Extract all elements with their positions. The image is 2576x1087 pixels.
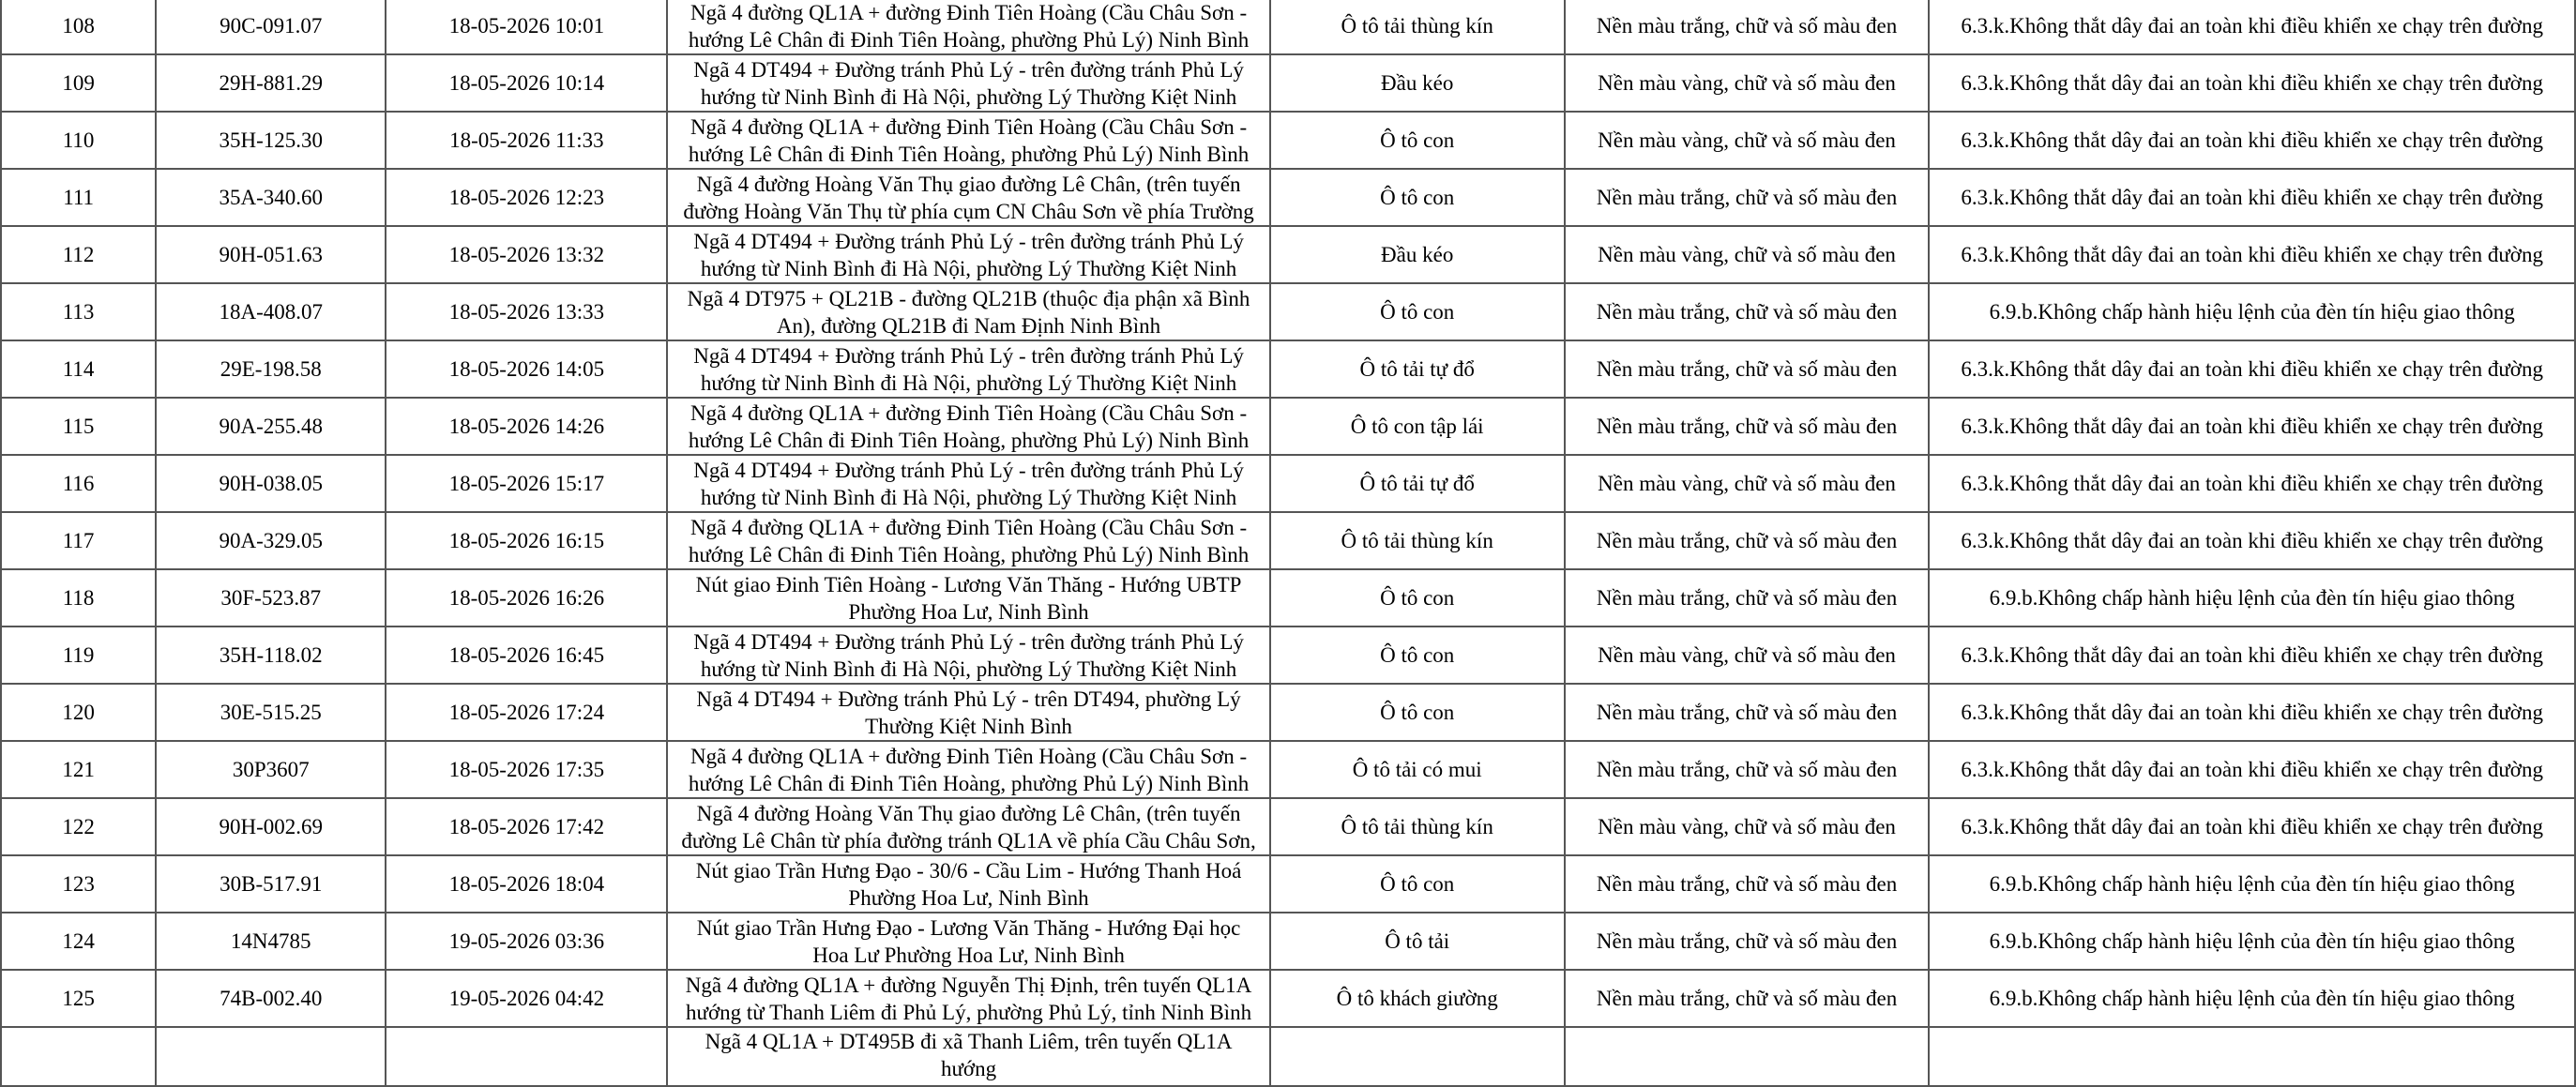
table-row (1, 913, 2575, 970)
plate-cell[interactable]: 90H-051.63 (156, 226, 386, 283)
vehicle-cell[interactable]: Ô tô tải thùng kín (1270, 798, 1565, 855)
location-cell[interactable] (667, 569, 1269, 627)
vehicle-cell[interactable]: Ô tô tải (1270, 913, 1565, 970)
plate-color-cell[interactable]: Nền màu trắng, chữ và số màu đen (1565, 855, 1930, 913)
time-cell[interactable]: 18-05-2026 15:17 (386, 455, 667, 512)
vehicle-cell[interactable]: Đầu kéo (1270, 226, 1565, 283)
vehicle-cell[interactable]: Ô tô tải thùng kín (1270, 512, 1565, 569)
table-row-partial (1, 1027, 2575, 1086)
location-cell[interactable] (667, 512, 1269, 569)
time-cell[interactable]: 18-05-2026 18:04 (386, 855, 667, 913)
location-cell[interactable] (667, 0, 1269, 54)
vehicle-cell[interactable]: Đầu kéo (1270, 54, 1565, 112)
table-row (1, 398, 2575, 455)
location-text: Ngã 4 đường QL1A + đường Nguyễn Thị Định, trên tuyến QL1A hướng từ Thanh Liêm đi Phủ Lý, phường Phủ Lý, tỉnh Ninh Bình (685, 973, 1252, 1024)
table-row (1, 627, 2575, 684)
table-row (1, 741, 2575, 798)
table-row (1, 455, 2575, 512)
plate-cell[interactable]: 30E-515.25 (156, 684, 386, 741)
location-text: Ngã 4 DT494 + Đường tránh Phủ Lý - trên đường tránh Phủ Lý hướng từ Ninh Bình đi Hà Nội, phường Lý Thường Kiệt Ninh (693, 458, 1244, 509)
violation-cell[interactable]: 6.3.k.Không thắt dây đai an toàn khi điều khiển xe chạy trên đường (1929, 684, 2575, 741)
time-cell[interactable]: 19-05-2026 04:42 (386, 970, 667, 1027)
stt-cell[interactable]: 115 (1, 398, 156, 455)
stt-cell[interactable]: 125 (1, 970, 156, 1027)
plate-cell[interactable]: 35A-340.60 (156, 169, 386, 226)
time-cell[interactable]: 18-05-2026 10:01 (386, 0, 667, 54)
plate-cell[interactable]: 90C-091.07 (156, 0, 386, 54)
plate-color-cell[interactable]: Nền màu trắng, chữ và số màu đen (1565, 569, 1930, 627)
location-text: Ngã 4 đường QL1A + đường Đinh Tiên Hoàng (Cầu Châu Sơn - hướng Lê Chân đi Đinh Tiên Hoàng, phường Phủ Lý) Ninh Bình (688, 400, 1250, 452)
stt-cell[interactable]: 116 (1, 455, 156, 512)
plate-cell[interactable]: 35H-118.02 (156, 627, 386, 684)
violation-cell[interactable]: 6.9.b.Không chấp hành hiệu lệnh của đèn tín hiệu giao thông (1929, 569, 2575, 627)
time-cell[interactable]: 18-05-2026 16:26 (386, 569, 667, 627)
plate-color-cell[interactable]: Nền màu vàng, chữ và số màu đen (1565, 627, 1930, 684)
location-text: Ngã 4 DT494 + Đường tránh Phủ Lý - trên đường tránh Phủ Lý hướng từ Ninh Bình đi Hà Nội, phường Lý Thường Kiệt Ninh (693, 57, 1244, 109)
location-cell[interactable] (667, 169, 1269, 226)
location-text: Nút giao Trần Hưng Đạo - 30/6 - Cầu Lim - Hướng Thanh Hoá Phường Hoa Lư, Ninh Bình (695, 858, 1242, 910)
stt-cell[interactable]: 110 (1, 112, 156, 169)
location-text: Nút giao Trần Hưng Đạo - Lương Văn Thăng - Hướng Đại học Hoa Lư Phường Hoa Lư, Ninh Bình (696, 915, 1241, 967)
vehicle-cell[interactable] (1270, 1027, 1565, 1086)
location-text: Ngã 4 đường QL1A + đường Đinh Tiên Hoàng (Cầu Châu Sơn - hướng Lê Chân đi Đinh Tiên Hoàng, phường Phủ Lý) Ninh Bình (688, 114, 1250, 166)
table-row (1, 512, 2575, 569)
location-cell[interactable] (667, 340, 1269, 398)
location-text: Ngã 4 DT494 + Đường tránh Phủ Lý - trên đường tránh Phủ Lý hướng từ Ninh Bình đi Hà Nội, phường Lý Thường Kiệt Ninh (693, 629, 1244, 681)
location-cell[interactable] (667, 112, 1269, 169)
table-row (1, 54, 2575, 112)
table-row (1, 226, 2575, 283)
stt-cell[interactable]: 121 (1, 741, 156, 798)
stt-cell[interactable]: 108 (1, 0, 156, 54)
plate-color-cell[interactable]: Nền màu trắng, chữ và số màu đen (1565, 340, 1930, 398)
location-text: Ngã 4 đường QL1A + đường Đinh Tiên Hoàng (Cầu Châu Sơn - hướng Lê Chân đi Đinh Tiên Hoàng, phường Phủ Lý) Ninh Bình (688, 0, 1250, 52)
time-cell[interactable]: 18-05-2026 11:33 (386, 112, 667, 169)
plate-color-cell[interactable]: Nền màu vàng, chữ và số màu đen (1565, 112, 1930, 169)
plate-color-cell[interactable]: Nền màu vàng, chữ và số màu đen (1565, 455, 1930, 512)
vehicle-cell[interactable]: Ô tô con (1270, 855, 1565, 913)
violation-cell[interactable]: 6.3.k.Không thắt dây đai an toàn khi điều khiển xe chạy trên đường (1929, 169, 2575, 226)
location-text: Ngã 4 DT975 + QL21B - đường QL21B (thuộc địa phận xã Bình An), đường QL21B đi Nam Định Ninh Bình (687, 286, 1250, 338)
location-text: Nút giao Đinh Tiên Hoàng - Lương Văn Thăng - Hướng UBTP Phường Hoa Lư, Ninh Bình (695, 572, 1242, 624)
location-cell[interactable] (667, 627, 1269, 684)
vehicle-cell[interactable]: Ô tô con (1270, 627, 1565, 684)
violation-cell[interactable]: 6.3.k.Không thắt dây đai an toàn khi điều khiển xe chạy trên đường (1929, 340, 2575, 398)
time-cell[interactable]: 19-05-2026 03:36 (386, 913, 667, 970)
violation-cell[interactable] (1929, 1027, 2575, 1086)
stt-cell[interactable]: 120 (1, 684, 156, 741)
plate-color-cell[interactable]: Nền màu trắng, chữ và số màu đen (1565, 512, 1930, 569)
time-cell[interactable]: 18-05-2026 14:26 (386, 398, 667, 455)
location-text: Ngã 4 đường QL1A + đường Đinh Tiên Hoàng (Cầu Châu Sơn - hướng Lê Chân đi Đinh Tiên Hoàng, phường Phủ Lý) Ninh Bình (688, 744, 1250, 795)
violation-cell[interactable]: 6.3.k.Không thắt dây đai an toàn khi điều khiển xe chạy trên đường (1929, 512, 2575, 569)
plate-color-cell[interactable]: Nền màu trắng, chữ và số màu đen (1565, 283, 1930, 340)
plate-cell[interactable]: 14N4785 (156, 913, 386, 970)
vehicle-cell[interactable]: Ô tô con (1270, 283, 1565, 340)
plate-color-cell[interactable]: Nền màu trắng, chữ và số màu đen (1565, 970, 1930, 1027)
location-cell[interactable] (667, 398, 1269, 455)
vehicle-cell[interactable]: Ô tô con (1270, 112, 1565, 169)
stt-cell[interactable]: 111 (1, 169, 156, 226)
stt-cell[interactable]: 117 (1, 512, 156, 569)
plate-color-cell[interactable]: Nền màu vàng, chữ và số màu đen (1565, 798, 1930, 855)
plate-color-cell[interactable]: Nền màu trắng, chữ và số màu đen (1565, 398, 1930, 455)
table-row (1, 112, 2575, 169)
table-row (1, 798, 2575, 855)
stt-cell[interactable]: 119 (1, 627, 156, 684)
location-cell[interactable] (667, 283, 1269, 340)
plate-cell[interactable]: 30B-517.91 (156, 855, 386, 913)
stt-cell[interactable]: 123 (1, 855, 156, 913)
location-cell[interactable] (667, 741, 1269, 798)
vehicle-cell[interactable]: Ô tô tải tự đổ (1270, 455, 1565, 512)
violation-cell[interactable]: 6.3.k.Không thắt dây đai an toàn khi điều khiển xe chạy trên đường (1929, 398, 2575, 455)
plate-color-cell[interactable]: Nền màu trắng, chữ và số màu đen (1565, 913, 1930, 970)
time-cell[interactable]: 18-05-2026 16:45 (386, 627, 667, 684)
plate-color-cell[interactable]: Nền màu vàng, chữ và số màu đen (1565, 226, 1930, 283)
stt-cell[interactable]: 109 (1, 54, 156, 112)
vehicle-cell[interactable]: Ô tô con (1270, 684, 1565, 741)
time-cell[interactable]: 18-05-2026 10:14 (386, 54, 667, 112)
vehicle-cell[interactable]: Ô tô con (1270, 169, 1565, 226)
time-cell[interactable]: 18-05-2026 17:35 (386, 741, 667, 798)
table-row (1, 0, 2575, 54)
location-text: Ngã 4 DT494 + Đường tránh Phủ Lý - trên DT494, phường Lý Thường Kiệt Ninh Bình (696, 687, 1241, 738)
plate-cell[interactable]: 29H-881.29 (156, 54, 386, 112)
table-row (1, 283, 2575, 340)
location-cell[interactable]: Ngã 4 QL1A + DT495B đi xã Thanh Liêm, trên tuyến QL1A hướng (667, 1027, 1269, 1086)
time-cell[interactable]: 18-05-2026 17:42 (386, 798, 667, 855)
table-body (1, 0, 2575, 1086)
violation-cell[interactable]: 6.3.k.Không thắt dây đai an toàn khi điều khiển xe chạy trên đường (1929, 54, 2575, 112)
time-cell[interactable] (386, 1027, 667, 1086)
vehicle-cell[interactable]: Ô tô con tập lái (1270, 398, 1565, 455)
plate-cell[interactable]: 74B-002.40 (156, 970, 386, 1027)
plate-cell[interactable]: 30F-523.87 (156, 569, 386, 627)
stt-cell[interactable]: 124 (1, 913, 156, 970)
table-row (1, 970, 2575, 1027)
time-cell[interactable]: 18-05-2026 14:05 (386, 340, 667, 398)
violation-cell[interactable]: 6.9.b.Không chấp hành hiệu lệnh của đèn tín hiệu giao thông (1929, 855, 2575, 913)
location-cell[interactable] (667, 970, 1269, 1027)
location-cell[interactable] (667, 54, 1269, 112)
location-cell[interactable] (667, 855, 1269, 913)
plate-color-cell[interactable]: Nền màu trắng, chữ và số màu đen (1565, 684, 1930, 741)
plate-cell[interactable]: 29E-198.58 (156, 340, 386, 398)
table-row (1, 569, 2575, 627)
violation-cell[interactable]: 6.3.k.Không thắt dây đai an toàn khi điều khiển xe chạy trên đường (1929, 798, 2575, 855)
location-cell[interactable] (667, 913, 1269, 970)
plate-color-cell[interactable]: Nền màu trắng, chữ và số màu đen (1565, 169, 1930, 226)
plate-color-cell[interactable]: Nền màu vàng, chữ và số màu đen (1565, 54, 1930, 112)
plate-cell[interactable]: 90H-038.05 (156, 455, 386, 512)
time-cell[interactable]: 18-05-2026 13:32 (386, 226, 667, 283)
location-cell[interactable] (667, 798, 1269, 855)
violation-cell[interactable]: 6.3.k.Không thắt dây đai an toàn khi điều khiển xe chạy trên đường (1929, 627, 2575, 684)
vehicle-cell[interactable]: Ô tô tải thùng kín (1270, 0, 1565, 54)
location-text: Ngã 4 DT494 + Đường tránh Phủ Lý - trên đường tránh Phủ Lý hướng từ Ninh Bình đi Hà Nội, phường Lý Thường Kiệt Ninh (693, 229, 1244, 280)
vehicle-cell[interactable]: Ô tô tải tự đổ (1270, 340, 1565, 398)
time-cell[interactable]: 18-05-2026 16:15 (386, 512, 667, 569)
plate-cell[interactable]: 90A-329.05 (156, 512, 386, 569)
location-text: Ngã 4 đường QL1A + đường Đinh Tiên Hoàng (Cầu Châu Sơn - hướng Lê Chân đi Đinh Tiên Hoàng, phường Phủ Lý) Ninh Bình (688, 515, 1250, 566)
violation-cell[interactable]: 6.9.b.Không chấp hành hiệu lệnh của đèn tín hiệu giao thông (1929, 913, 2575, 970)
vehicle-cell[interactable]: Ô tô tải có mui (1270, 741, 1565, 798)
stt-cell[interactable]: 112 (1, 226, 156, 283)
violation-cell[interactable]: 6.3.k.Không thắt dây đai an toàn khi điều khiển xe chạy trên đường (1929, 455, 2575, 512)
violation-cell[interactable]: 6.3.k.Không thắt dây đai an toàn khi điều khiển xe chạy trên đường (1929, 741, 2575, 798)
stt-cell[interactable]: 113 (1, 283, 156, 340)
plate-cell[interactable]: 18A-408.07 (156, 283, 386, 340)
table-row (1, 684, 2575, 741)
plate-cell[interactable]: 35H-125.30 (156, 112, 386, 169)
location-text: Ngã 4 DT494 + Đường tránh Phủ Lý - trên đường tránh Phủ Lý hướng từ Ninh Bình đi Hà Nội, phường Lý Thường Kiệt Ninh (693, 343, 1244, 395)
stt-cell[interactable] (1, 1027, 156, 1086)
plate-color-cell[interactable] (1565, 1027, 1930, 1086)
vehicle-cell[interactable]: Ô tô con (1270, 569, 1565, 627)
time-cell[interactable]: 18-05-2026 12:23 (386, 169, 667, 226)
stt-cell[interactable]: 118 (1, 569, 156, 627)
plate-cell[interactable]: 90H-002.69 (156, 798, 386, 855)
stt-cell[interactable]: 122 (1, 798, 156, 855)
plate-color-cell[interactable]: Nền màu trắng, chữ và số màu đen (1565, 0, 1930, 54)
plate-cell[interactable]: 30P3607 (156, 741, 386, 798)
vehicle-cell[interactable]: Ô tô khách giường (1270, 970, 1565, 1027)
location-cell[interactable] (667, 455, 1269, 512)
table-row (1, 855, 2575, 913)
plate-color-cell[interactable]: Nền màu trắng, chữ và số màu đen (1565, 741, 1930, 798)
time-cell[interactable]: 18-05-2026 17:24 (386, 684, 667, 741)
violation-cell[interactable]: 6.3.k.Không thắt dây đai an toàn khi điều khiển xe chạy trên đường (1929, 112, 2575, 169)
plate-cell[interactable]: 90A-255.48 (156, 398, 386, 455)
violation-cell[interactable]: 6.9.b.Không chấp hành hiệu lệnh của đèn tín hiệu giao thông (1929, 970, 2575, 1027)
location-text: Ngã 4 đường Hoàng Văn Thụ giao đường Lê Chân, (trên tuyến đường Lê Chân từ phía đường tránh QL1A về phía Cầu Châu Sơn, (681, 801, 1256, 853)
table-row (1, 169, 2575, 226)
table-row (1, 340, 2575, 398)
location-text: Ngã 4 đường Hoàng Văn Thụ giao đường Lê Chân, (trên tuyến đường Hoàng Văn Thụ từ phía cụm CN Châu Sơn về phía Trường (683, 172, 1254, 223)
violation-cell[interactable]: 6.3.k.Không thắt dây đai an toàn khi điều khiển xe chạy trên đường (1929, 0, 2575, 54)
time-cell[interactable]: 18-05-2026 13:33 (386, 283, 667, 340)
violation-cell[interactable]: 6.3.k.Không thắt dây đai an toàn khi điều khiển xe chạy trên đường (1929, 226, 2575, 283)
location-cell[interactable] (667, 226, 1269, 283)
violation-cell[interactable]: 6.9.b.Không chấp hành hiệu lệnh của đèn tín hiệu giao thông (1929, 283, 2575, 340)
stt-cell[interactable]: 114 (1, 340, 156, 398)
location-cell[interactable] (667, 684, 1269, 741)
plate-cell[interactable] (156, 1027, 386, 1086)
